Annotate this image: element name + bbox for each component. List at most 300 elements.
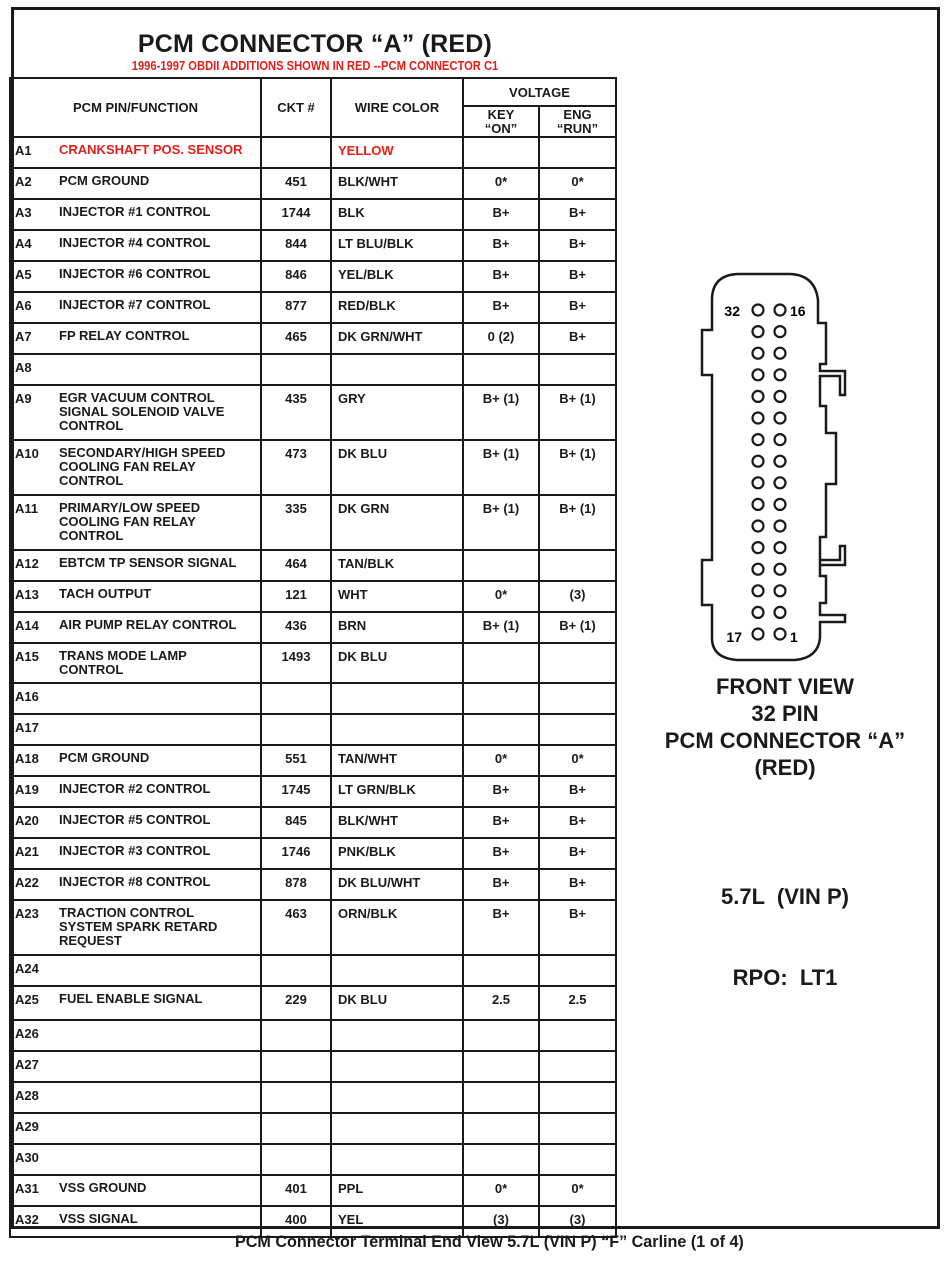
ckt-cell: 464 — [261, 550, 331, 581]
pin-id: A12 — [15, 556, 39, 571]
function-cell — [10, 1206, 261, 1237]
function-cell — [10, 869, 261, 900]
pin-label-1: 1 — [790, 629, 798, 645]
wire-color-cell: DK BLU — [331, 440, 463, 495]
eng-run-cell — [539, 550, 616, 581]
table-row — [10, 807, 616, 838]
obdii-note: 1996-1997 OBDII ADDITIONS SHOWN IN RED --PCM CONNECTOR C1 — [131, 58, 499, 73]
key-on-cell: B+ — [463, 230, 539, 261]
page-title: PCM CONNECTOR “A” (RED) — [137, 30, 493, 58]
eng-run-cell — [539, 1113, 616, 1144]
pin-hole — [753, 391, 764, 402]
wire-color-cell — [331, 714, 463, 745]
function-cell — [10, 550, 261, 581]
pin-hole — [775, 305, 786, 316]
eng-run-cell — [539, 1082, 616, 1113]
eng-run-cell: (3) — [539, 581, 616, 612]
key-on-cell: B+ — [463, 838, 539, 869]
pin-id: A26 — [15, 1026, 39, 1041]
key-on-cell — [463, 683, 539, 714]
ckt-cell — [261, 354, 331, 385]
function-cell — [10, 612, 261, 643]
header-ckt: CKT # — [261, 78, 331, 137]
wire-color-cell — [331, 683, 463, 714]
wire-color-cell: WHT — [331, 581, 463, 612]
key-on-cell — [463, 1144, 539, 1175]
pin-function: EGR VACUUM CONTROL SIGNAL SOLENOID VALVE CONTROL — [59, 390, 225, 433]
function-cell — [10, 385, 261, 440]
ckt-cell: 463 — [261, 900, 331, 955]
wire-color-cell: YELLOW — [331, 137, 463, 168]
pin-id: A15 — [15, 649, 39, 664]
pin-hole — [753, 326, 764, 337]
table-row — [10, 230, 616, 261]
ckt-cell — [261, 1020, 331, 1051]
wire-color-cell: PNK/BLK — [331, 838, 463, 869]
pin-id: A28 — [15, 1088, 39, 1103]
pin-hole — [753, 434, 764, 445]
wire-color-cell: DK BLU — [331, 986, 463, 1020]
table-row — [10, 137, 616, 168]
eng-run-cell: 0* — [539, 745, 616, 776]
eng-run-cell: B+ — [539, 292, 616, 323]
pin-label-32: 32 — [724, 303, 740, 319]
table-row — [10, 1113, 616, 1144]
pin-label-16: 16 — [790, 303, 806, 319]
eng-run-cell — [539, 643, 616, 683]
eng-run-cell: 0* — [539, 168, 616, 199]
table-row — [10, 199, 616, 230]
key-on-cell: B+ — [463, 199, 539, 230]
key-on-cell: 0* — [463, 168, 539, 199]
pin-function: INJECTOR #1 CONTROL — [59, 204, 211, 219]
table-row — [10, 1144, 616, 1175]
eng-run-cell: B+ — [539, 323, 616, 354]
table-row — [10, 1175, 616, 1206]
pin-id: A30 — [15, 1150, 39, 1165]
pin-hole — [753, 477, 764, 488]
wire-color-cell: PPL — [331, 1175, 463, 1206]
eng-run-cell: B+ — [539, 261, 616, 292]
wire-color-cell: BLK — [331, 199, 463, 230]
pin-function: FP RELAY CONTROL — [59, 328, 190, 343]
function-cell — [10, 261, 261, 292]
function-cell — [10, 807, 261, 838]
table-row — [10, 643, 616, 683]
pin-function: INJECTOR #3 CONTROL — [59, 843, 211, 858]
pin-hole — [775, 413, 786, 424]
pin-hole — [753, 585, 764, 596]
pin-hole — [775, 629, 786, 640]
ckt-cell: 435 — [261, 385, 331, 440]
table-row — [10, 495, 616, 550]
pin-id: A20 — [15, 813, 39, 828]
pin-hole — [775, 521, 786, 532]
pin-function: TACH OUTPUT — [59, 586, 152, 601]
function-cell — [10, 1144, 261, 1175]
table-row — [10, 581, 616, 612]
header-wire-color: WIRE COLOR — [331, 78, 463, 137]
function-cell — [10, 495, 261, 550]
function-cell — [10, 683, 261, 714]
pin-function: INJECTOR #4 CONTROL — [59, 235, 211, 250]
pin-id: A6 — [15, 298, 32, 313]
function-cell — [10, 776, 261, 807]
wire-color-cell — [331, 1051, 463, 1082]
function-cell — [10, 955, 261, 986]
eng-run-cell — [539, 683, 616, 714]
pin-id: A5 — [15, 267, 32, 282]
table-row — [10, 745, 616, 776]
pin-id: A18 — [15, 751, 39, 766]
function-cell — [10, 986, 261, 1020]
ckt-cell: 844 — [261, 230, 331, 261]
wire-color-cell — [331, 955, 463, 986]
table-row — [10, 683, 616, 714]
pin-hole — [775, 369, 786, 380]
wire-color-cell: YEL/BLK — [331, 261, 463, 292]
key-on-cell — [463, 643, 539, 683]
caption-line: 32 PIN — [751, 701, 819, 726]
eng-run-cell: (3) — [539, 1206, 616, 1237]
key-on-cell: (3) — [463, 1206, 539, 1237]
key-on-cell: 0* — [463, 1175, 539, 1206]
pin-id: A29 — [15, 1119, 39, 1134]
pin-hole — [775, 456, 786, 467]
eng-run-cell: 2.5 — [539, 986, 616, 1020]
ckt-cell: 1493 — [261, 643, 331, 683]
table-row — [10, 776, 616, 807]
engine-line: 5.7L (VIN P) — [721, 884, 849, 909]
function-cell — [10, 745, 261, 776]
table-row — [10, 955, 616, 986]
pin-id: A4 — [15, 236, 32, 251]
pin-hole — [775, 542, 786, 553]
pin-hole — [753, 542, 764, 553]
key-on-cell: B+ (1) — [463, 385, 539, 440]
key-on-cell — [463, 354, 539, 385]
eng-run-cell: B+ — [539, 199, 616, 230]
key-on-cell: B+ (1) — [463, 612, 539, 643]
wire-color-cell: DK GRN/WHT — [331, 323, 463, 354]
engine-line: RPO: LT1 — [732, 965, 838, 990]
table-row — [10, 612, 616, 643]
ckt-cell — [261, 955, 331, 986]
ckt-cell — [261, 1144, 331, 1175]
table-row — [10, 1020, 616, 1051]
function-cell — [10, 581, 261, 612]
pin-hole — [775, 434, 786, 445]
wire-color-cell: TAN/WHT — [331, 745, 463, 776]
function-cell — [10, 230, 261, 261]
pin-id: A31 — [15, 1181, 39, 1196]
pin-hole — [775, 477, 786, 488]
pin-id: A1 — [15, 143, 32, 158]
eng-run-cell — [539, 955, 616, 986]
key-on-cell: B+ (1) — [463, 495, 539, 550]
table-row — [10, 900, 616, 955]
pin-function: INJECTOR #6 CONTROL — [59, 266, 211, 281]
table-row — [10, 986, 616, 1020]
pin-function: AIR PUMP RELAY CONTROL — [59, 617, 237, 632]
header-voltage: VOLTAGE — [463, 78, 616, 106]
pin-function: FUEL ENABLE SIGNAL — [59, 991, 203, 1006]
pin-id: A13 — [15, 587, 39, 602]
wire-color-cell: DK BLU — [331, 643, 463, 683]
ckt-cell — [261, 1113, 331, 1144]
wire-color-cell — [331, 1082, 463, 1113]
header-eng-run: ENG “RUN” — [539, 106, 616, 137]
wire-color-cell — [331, 354, 463, 385]
connector-diagram — [690, 260, 870, 670]
pin-hole — [775, 499, 786, 510]
eng-run-cell: B+ — [539, 900, 616, 955]
key-on-cell — [463, 955, 539, 986]
function-cell — [10, 168, 261, 199]
pin-hole — [775, 348, 786, 359]
pin-function: TRACTION CONTROL SYSTEM SPARK RETARD REQUEST — [59, 905, 218, 948]
pin-hole — [775, 326, 786, 337]
pin-function: SECONDARY/HIGH SPEED COOLING FAN RELAY CONTROL — [59, 445, 226, 488]
pin-id: A32 — [15, 1212, 39, 1227]
function-cell — [10, 199, 261, 230]
pin-hole — [775, 391, 786, 402]
wire-color-cell: LT GRN/BLK — [331, 776, 463, 807]
key-on-cell — [463, 714, 539, 745]
pin-function: INJECTOR #5 CONTROL — [59, 812, 211, 827]
wire-color-cell: BLK/WHT — [331, 807, 463, 838]
function-cell — [10, 323, 261, 354]
pin-function: TRANS MODE LAMP CONTROL — [59, 648, 187, 677]
function-cell — [10, 1082, 261, 1113]
ckt-cell — [261, 683, 331, 714]
ckt-cell: 1745 — [261, 776, 331, 807]
pin-table — [9, 77, 617, 1238]
key-on-cell — [463, 137, 539, 168]
pin-id: A22 — [15, 875, 39, 890]
caption-line: FRONT VIEW — [715, 674, 855, 699]
function-cell — [10, 1175, 261, 1206]
wire-color-cell — [331, 1144, 463, 1175]
pin-id: A10 — [15, 446, 39, 461]
pin-hole — [753, 305, 764, 316]
wire-color-cell: BRN — [331, 612, 463, 643]
table-row — [10, 323, 616, 354]
function-cell — [10, 838, 261, 869]
page-footer: PCM Connector Terminal End View 5.7L (VIN P) “F” Carline (1 of 4) — [235, 1232, 744, 1251]
key-on-cell: B+ — [463, 807, 539, 838]
pin-id: A27 — [15, 1057, 39, 1072]
pin-label-17: 17 — [726, 629, 742, 645]
pin-id: A21 — [15, 844, 39, 859]
eng-run-cell — [539, 1051, 616, 1082]
eng-run-cell: B+ — [539, 776, 616, 807]
ckt-cell: 473 — [261, 440, 331, 495]
pin-hole — [753, 348, 764, 359]
key-on-cell: 0* — [463, 745, 539, 776]
wire-color-cell: GRY — [331, 385, 463, 440]
key-on-cell: B+ — [463, 869, 539, 900]
key-on-cell — [463, 1051, 539, 1082]
ckt-cell: 878 — [261, 869, 331, 900]
pin-hole — [753, 369, 764, 380]
pin-function: PCM GROUND — [59, 750, 150, 765]
header-function: PCM PIN/FUNCTION — [10, 78, 261, 137]
function-cell — [10, 643, 261, 683]
pin-id: A25 — [15, 992, 39, 1007]
key-on-cell — [463, 1113, 539, 1144]
table-row — [10, 1051, 616, 1082]
eng-run-cell — [539, 1144, 616, 1175]
wire-color-cell — [331, 1020, 463, 1051]
eng-run-cell: B+ (1) — [539, 612, 616, 643]
pin-id: A23 — [15, 906, 39, 921]
function-cell — [10, 1020, 261, 1051]
eng-run-cell: B+ — [539, 807, 616, 838]
function-cell — [10, 292, 261, 323]
eng-run-cell: B+ (1) — [539, 495, 616, 550]
wire-color-cell — [331, 1113, 463, 1144]
table-row — [10, 1082, 616, 1113]
pin-function: EBTCM TP SENSOR SIGNAL — [59, 555, 237, 570]
header-key-on: KEY “ON” — [463, 106, 539, 137]
ckt-cell: 845 — [261, 807, 331, 838]
function-cell — [10, 1051, 261, 1082]
wire-color-cell: RED/BLK — [331, 292, 463, 323]
table-row — [10, 440, 616, 495]
wire-color-cell: LT BLU/BLK — [331, 230, 463, 261]
pin-hole — [753, 499, 764, 510]
ckt-cell: 229 — [261, 986, 331, 1020]
eng-run-cell: B+ (1) — [539, 385, 616, 440]
pin-hole — [753, 413, 764, 424]
pin-function: INJECTOR #8 CONTROL — [59, 874, 211, 889]
key-on-cell: B+ — [463, 776, 539, 807]
table-row — [10, 550, 616, 581]
table-row — [10, 385, 616, 440]
pin-id: A11 — [15, 501, 39, 516]
pin-function: PCM GROUND — [59, 173, 150, 188]
pin-hole — [753, 629, 764, 640]
ckt-cell: 436 — [261, 612, 331, 643]
pin-function: INJECTOR #2 CONTROL — [59, 781, 211, 796]
ckt-cell — [261, 137, 331, 168]
pin-id: A8 — [15, 360, 32, 375]
wire-color-cell: BLK/WHT — [331, 168, 463, 199]
pin-function: VSS GROUND — [59, 1180, 147, 1195]
wire-color-cell: DK GRN — [331, 495, 463, 550]
table-row — [10, 838, 616, 869]
pin-id: A17 — [15, 720, 39, 735]
function-cell — [10, 354, 261, 385]
pin-id: A9 — [15, 391, 32, 406]
key-on-cell: B+ — [463, 900, 539, 955]
pin-function: CRANKSHAFT POS. SENSOR — [59, 142, 243, 157]
pin-hole — [753, 564, 764, 575]
ckt-cell: 335 — [261, 495, 331, 550]
table-row — [10, 292, 616, 323]
pin-hole — [753, 607, 764, 618]
caption-line: PCM CONNECTOR “A” — [664, 728, 906, 753]
key-on-cell: 0* — [463, 581, 539, 612]
function-cell — [10, 440, 261, 495]
eng-run-cell: B+ — [539, 869, 616, 900]
table-row — [10, 168, 616, 199]
wire-color-cell: ORN/BLK — [331, 900, 463, 955]
ckt-cell: 846 — [261, 261, 331, 292]
pin-id: A14 — [15, 618, 39, 633]
pin-hole — [775, 564, 786, 575]
ckt-cell: 400 — [261, 1206, 331, 1237]
pin-id: A2 — [15, 174, 32, 189]
pin-id: A3 — [15, 205, 32, 220]
table-row — [10, 869, 616, 900]
eng-run-cell — [539, 137, 616, 168]
ckt-cell: 877 — [261, 292, 331, 323]
ckt-cell: 1744 — [261, 199, 331, 230]
pin-id: A16 — [15, 689, 39, 704]
eng-run-cell — [539, 354, 616, 385]
key-on-cell: B+ — [463, 292, 539, 323]
ckt-cell — [261, 714, 331, 745]
eng-run-cell: B+ — [539, 838, 616, 869]
ckt-cell — [261, 1051, 331, 1082]
pin-id: A7 — [15, 329, 32, 344]
key-on-cell — [463, 1020, 539, 1051]
pin-holes — [753, 305, 786, 640]
function-cell — [10, 137, 261, 168]
function-cell — [10, 714, 261, 745]
pin-function: INJECTOR #7 CONTROL — [59, 297, 211, 312]
engine-info — [630, 829, 940, 1018]
ckt-cell: 551 — [261, 745, 331, 776]
pin-id: A19 — [15, 782, 39, 797]
pin-hole — [753, 521, 764, 532]
wire-color-cell: DK BLU/WHT — [331, 869, 463, 900]
key-on-cell — [463, 550, 539, 581]
pin-hole — [753, 456, 764, 467]
key-on-cell: B+ — [463, 261, 539, 292]
connector-caption — [630, 673, 940, 781]
ckt-cell: 121 — [261, 581, 331, 612]
pin-function: PRIMARY/LOW SPEED COOLING FAN RELAY CONTROL — [59, 500, 201, 543]
eng-run-cell — [539, 1020, 616, 1051]
wire-color-cell: TAN/BLK — [331, 550, 463, 581]
table-row — [10, 714, 616, 745]
eng-run-cell: B+ — [539, 230, 616, 261]
eng-run-cell — [539, 714, 616, 745]
key-on-cell: B+ (1) — [463, 440, 539, 495]
pin-hole — [775, 585, 786, 596]
eng-run-cell: 0* — [539, 1175, 616, 1206]
ckt-cell: 465 — [261, 323, 331, 354]
ckt-cell: 451 — [261, 168, 331, 199]
table-row — [10, 354, 616, 385]
table-row — [10, 261, 616, 292]
key-on-cell — [463, 1082, 539, 1113]
key-on-cell: 0 (2) — [463, 323, 539, 354]
key-on-cell: 2.5 — [463, 986, 539, 1020]
ckt-cell: 401 — [261, 1175, 331, 1206]
pin-function: VSS SIGNAL — [59, 1211, 138, 1226]
function-cell — [10, 1113, 261, 1144]
ckt-cell — [261, 1082, 331, 1113]
pin-hole — [775, 607, 786, 618]
wire-color-cell: YEL — [331, 1206, 463, 1237]
eng-run-cell: B+ (1) — [539, 440, 616, 495]
pin-id: A24 — [15, 961, 39, 976]
ckt-cell: 1746 — [261, 838, 331, 869]
